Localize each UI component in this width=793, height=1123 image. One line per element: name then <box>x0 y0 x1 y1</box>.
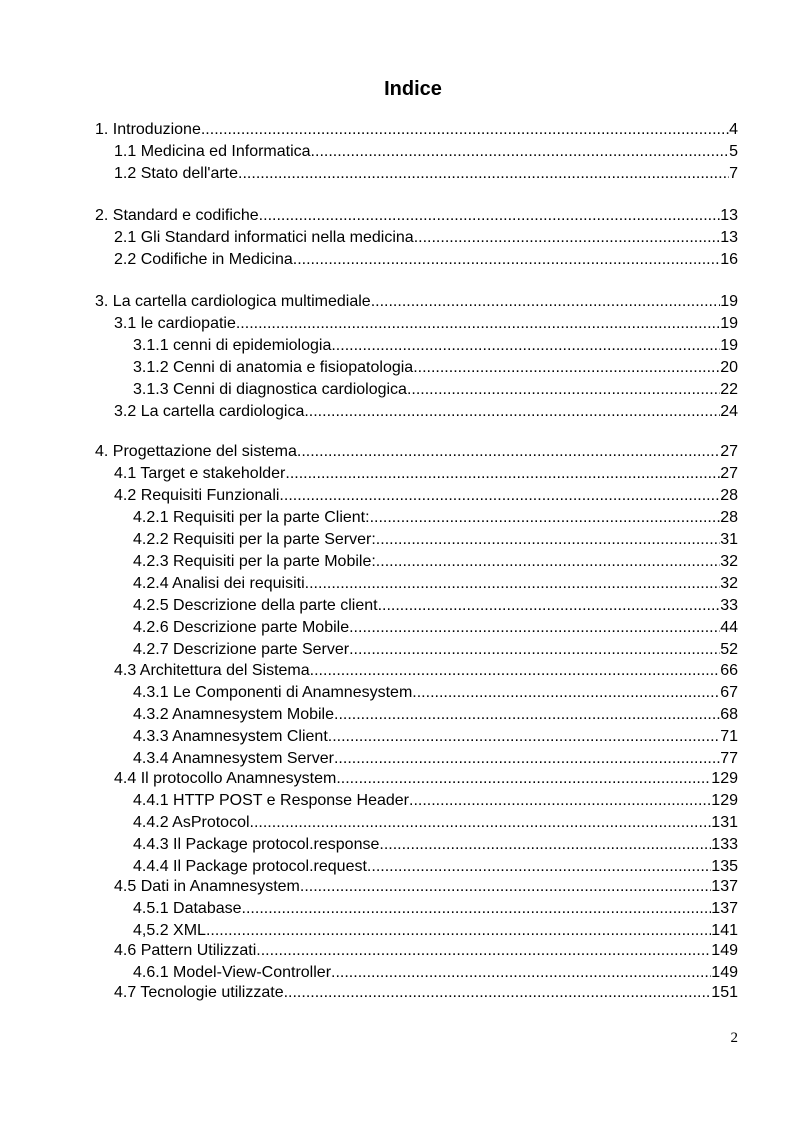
toc-entry-page: 66 <box>720 662 738 679</box>
toc-dot-leader <box>259 205 721 227</box>
toc-entry-title: 4,5.2 XML <box>133 922 206 939</box>
toc-entry-page: 77 <box>720 750 738 767</box>
toc-entry-page: 129 <box>711 792 738 809</box>
toc-entry-page: 16 <box>720 251 738 268</box>
toc-entry <box>114 463 738 485</box>
toc-entry <box>95 119 738 141</box>
toc-dot-leader <box>250 812 712 834</box>
toc-dot-leader <box>376 551 720 573</box>
toc-entry-title: 4.2.2 Requisiti per la parte Server: <box>133 531 376 548</box>
toc-entry-title: 2. Standard e codifiche <box>95 207 259 224</box>
toc-entry-page: 67 <box>720 684 738 701</box>
toc-dot-leader <box>284 982 712 1004</box>
toc-dot-leader <box>349 617 720 639</box>
toc-entry-page: 151 <box>711 984 738 1001</box>
toc-entry <box>133 962 738 984</box>
toc-entry <box>133 595 738 617</box>
toc-entry-page: 133 <box>711 836 738 853</box>
toc-entry-title: 3.1.3 Cenni di diagnostica cardiologica <box>133 381 407 398</box>
toc-entry-page: 33 <box>720 597 738 614</box>
toc-dot-leader <box>206 920 711 942</box>
toc-entry <box>133 682 738 704</box>
toc-dot-leader <box>236 313 720 335</box>
page-title: Indice <box>384 78 442 100</box>
page-number: 2 <box>730 1030 738 1046</box>
toc-entry-title: 4.3.2 Anamnesystem Mobile <box>133 706 334 723</box>
toc-entry-title: 4.3.3 Anamnesystem Client <box>133 728 328 745</box>
toc-entry <box>133 726 738 748</box>
toc-dot-leader <box>311 141 730 163</box>
toc-entry-title: 4.2.3 Requisiti per la parte Mobile: <box>133 553 376 570</box>
toc-dot-leader <box>328 726 720 748</box>
toc-entry-title: 4.4.1 HTTP POST e Response Header <box>133 792 409 809</box>
toc-entry-page: 137 <box>711 900 738 917</box>
toc-entry-title: 4.2 Requisiti Funzionali <box>114 487 280 504</box>
toc-entry-title: 1. Introduzione <box>95 121 201 138</box>
toc-entry <box>114 940 738 962</box>
toc-dot-leader <box>293 249 720 271</box>
toc-entry <box>133 898 738 920</box>
toc-dot-leader <box>300 876 711 898</box>
toc-entry-page: 149 <box>711 942 738 959</box>
toc-entry-page: 137 <box>711 878 738 895</box>
toc-entry-page: 71 <box>720 728 738 745</box>
toc-entry-title: 4.6 Pattern Utilizzati <box>114 942 257 959</box>
toc-entry-title: 1.1 Medicina ed Informatica <box>114 143 311 160</box>
toc-dot-leader <box>242 898 712 920</box>
toc-entry-title: 3. La cartella cardiologica multimediale <box>95 293 371 310</box>
toc-entry-title: 3.1.2 Cenni di anatomia e fisiopatologia <box>133 359 414 376</box>
toc-entry-title: 4.4.3 Il Package protocol.response <box>133 836 380 853</box>
toc-entry <box>114 768 738 790</box>
toc-entry-title: 4.2.6 Descrizione parte Mobile <box>133 619 350 636</box>
toc-entry <box>114 141 738 163</box>
toc-dot-leader <box>201 119 729 141</box>
toc-entry-page: 28 <box>720 509 738 526</box>
toc-entry <box>114 249 738 271</box>
toc-dot-leader <box>331 335 720 357</box>
toc-entry-page: 13 <box>720 229 738 246</box>
toc-entry-page: 129 <box>711 770 738 787</box>
toc-dot-leader <box>279 485 720 507</box>
toc-entry-title: 4.5 Dati in Anamnesystem <box>114 878 300 895</box>
toc-entry-page: 4 <box>729 121 738 138</box>
toc-dot-leader <box>336 768 711 790</box>
toc-entry <box>114 485 738 507</box>
toc-entry <box>95 441 738 463</box>
toc-entry <box>114 660 738 682</box>
toc-dot-leader <box>412 682 720 704</box>
toc-entry-title: 4.3.4 Anamnesystem Server <box>133 750 334 767</box>
toc-entry <box>133 748 738 770</box>
toc-entry-page: 135 <box>711 858 738 875</box>
toc-dot-leader <box>370 507 721 529</box>
toc-dot-leader <box>238 163 729 185</box>
toc-entry-page: 141 <box>711 922 738 939</box>
toc-dot-leader <box>297 441 720 463</box>
toc-entry-page: 13 <box>720 207 738 224</box>
toc-entry-page: 22 <box>720 381 738 398</box>
toc-dot-leader <box>379 834 711 856</box>
toc-dot-leader <box>349 639 720 661</box>
toc-entry-page: 32 <box>720 553 738 570</box>
toc-entry-title: 4.3 Architettura del Sistema <box>114 662 310 679</box>
toc-entry-page: 31 <box>720 531 738 548</box>
toc-entry <box>114 876 738 898</box>
toc-entry-title: 4.4 Il protocollo Anamnesystem <box>114 770 337 787</box>
toc-entry <box>133 617 738 639</box>
toc-entry-page: 27 <box>720 465 738 482</box>
toc-entry-title: 4.4.4 Il Package protocol.request <box>133 858 367 875</box>
toc-entry <box>133 335 738 357</box>
toc-entry <box>114 982 738 1004</box>
toc-dot-leader <box>285 463 720 485</box>
toc-entry-page: 24 <box>720 403 738 420</box>
toc-dot-leader <box>367 856 711 878</box>
toc-entry-page: 52 <box>720 641 738 658</box>
toc-entry <box>95 205 738 227</box>
toc-entry <box>133 639 738 661</box>
toc-entry-page: 7 <box>729 165 738 182</box>
toc-entry-title: 4.6.1 Model-View-Controller <box>133 964 332 981</box>
toc-entry <box>133 834 738 856</box>
toc-entry-title: 3.1 le cardiopatie <box>114 315 236 332</box>
toc-entry-page: 20 <box>720 359 738 376</box>
toc-entry-page: 5 <box>729 143 738 160</box>
toc-dot-leader <box>413 357 720 379</box>
toc-entry <box>95 291 738 313</box>
toc-dot-leader <box>305 573 721 595</box>
toc-entry-title: 2.2 Codifiche in Medicina <box>114 251 293 268</box>
toc-entry-page: 68 <box>720 706 738 723</box>
toc-dot-leader <box>331 962 711 984</box>
toc-dot-leader <box>334 748 720 770</box>
toc-entry <box>133 357 738 379</box>
toc-entry-page: 19 <box>720 337 738 354</box>
toc-entry <box>133 790 738 812</box>
toc-entry-page: 28 <box>720 487 738 504</box>
toc-entry <box>114 401 738 423</box>
toc-entry-title: 4.5.1 Database <box>133 900 242 917</box>
toc-dot-leader <box>256 940 711 962</box>
toc-entry-title: 4.7 Tecnologie utilizzate <box>114 984 284 1001</box>
toc-entry-title: 2.1 Gli Standard informatici nella medicina <box>114 229 414 246</box>
toc-entry-title: 1.2 Stato dell'arte <box>114 165 239 182</box>
toc-entry-title: 4.2.5 Descrizione della parte client <box>133 597 378 614</box>
toc-entry <box>133 551 738 573</box>
toc-entry-title: 4. Progettazione del sistema <box>95 443 297 460</box>
toc-entry-page: 19 <box>720 293 738 310</box>
toc-entry-page: 149 <box>711 964 738 981</box>
toc-entry <box>114 163 738 185</box>
toc-entry <box>133 920 738 942</box>
toc-dot-leader <box>371 291 721 313</box>
toc-entry-title: 4.3.1 Le Componenti di Anamnesystem <box>133 684 413 701</box>
toc-entry <box>133 507 738 529</box>
toc-entry <box>133 856 738 878</box>
toc-dot-leader <box>378 595 721 617</box>
toc-entry <box>133 704 738 726</box>
toc-dot-leader <box>376 529 720 551</box>
toc-entry-page: 131 <box>711 814 738 831</box>
toc-entry <box>114 313 738 335</box>
toc-entry-page: 27 <box>720 443 738 460</box>
toc-dot-leader <box>414 227 721 249</box>
toc-entry-page: 44 <box>720 619 738 636</box>
toc-entry <box>133 379 738 401</box>
toc-entry <box>133 573 738 595</box>
toc-entry-title: 4.2.4 Analisi dei requisiti <box>133 575 305 592</box>
toc-entry-title: 3.1.1 cenni di epidemiologia <box>133 337 332 354</box>
toc-entry-title: 3.2 La cartella cardiologica <box>114 403 305 420</box>
toc-dot-leader <box>407 379 720 401</box>
toc-dot-leader <box>409 790 711 812</box>
toc-dot-leader <box>334 704 720 726</box>
toc-entry-title: 4.2.7 Descrizione parte Server <box>133 641 350 658</box>
toc-entry <box>114 227 738 249</box>
toc-entry-page: 32 <box>720 575 738 592</box>
toc-dot-leader <box>310 660 721 682</box>
toc-dot-leader <box>304 401 720 423</box>
toc-entry-title: 4.1 Target e stakeholder <box>114 465 286 482</box>
toc-entry-title: 4.4.2 AsProtocol <box>133 814 250 831</box>
toc-entry <box>133 812 738 834</box>
toc-entry-title: 4.2.1 Requisiti per la parte Client: <box>133 509 370 526</box>
toc-entry <box>133 529 738 551</box>
toc-entry-page: 19 <box>720 315 738 332</box>
